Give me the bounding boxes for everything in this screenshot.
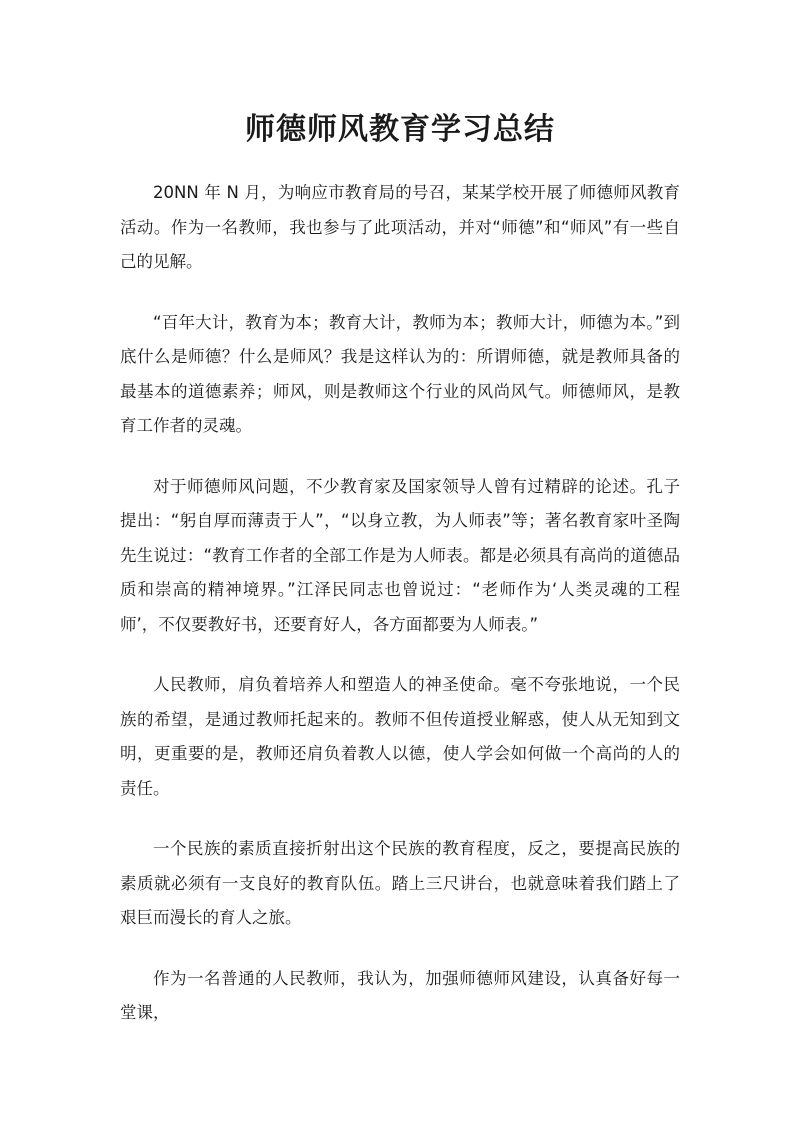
- paragraph-3: 对于师德师风问题，不少教育家及国家领导人曾有过精辟的论述。孔子提出：“躬自厚而薄责于人”，“以身立教，为人师表”等；著名教育家叶圣陶先生说过：“教育工作者的全部工作是为人师表。都是必须具有高尚的道德品质和崇高的精神境界。”江泽民同志也曾说过：“老师作为‘人类灵魂的工程师’，不仅要教好书，还要育好人，各方面都要为人师表。”: [120, 476, 680, 634]
- paragraph-1: 20NN 年 N 月，为响应市教育局的号召，某某学校开展了师德师风教育活动。作为一名教师，我也参与了此项活动，并对“师德”和“师风”有一些自己的见解。: [120, 183, 680, 271]
- paragraph-6: 作为一名普通的人民教师，我认为，加强师德师风建设，认真备好每一堂课，: [120, 968, 680, 1022]
- paragraph-2: “百年大计，教育为本；教育大计，教师为本；教师大计，师德为本。”到底什么是师德？什么是师风？我是这样认为的：所谓师德，就是教师具备的最基本的道德素养；师风，则是教师这个行业的风尚风气。师德师风，是教育工作者的灵魂。: [120, 312, 680, 435]
- paragraph-4: 人民教师，肩负着培养人和塑造人的神圣使命。毫不夸张地说，一个民族的希望，是通过教师托起来的。教师不但传道授业解惑，使人从无知到文明，更重要的是，教师还肩负着教人以德，使人学会如何做一个高尚的人的责任。: [120, 675, 680, 798]
- document-body: [120, 176, 680, 1057]
- paragraph-5: 一个民族的素质直接折射出这个民族的教育程度，反之，要提高民族的素质就必须有一支良好的教育队伍。踏上三尺讲台，也就意味着我们踏上了艰巨而漫长的育人之旅。: [120, 839, 680, 927]
- page-title: 师德师风教育学习总结: [245, 112, 555, 147]
